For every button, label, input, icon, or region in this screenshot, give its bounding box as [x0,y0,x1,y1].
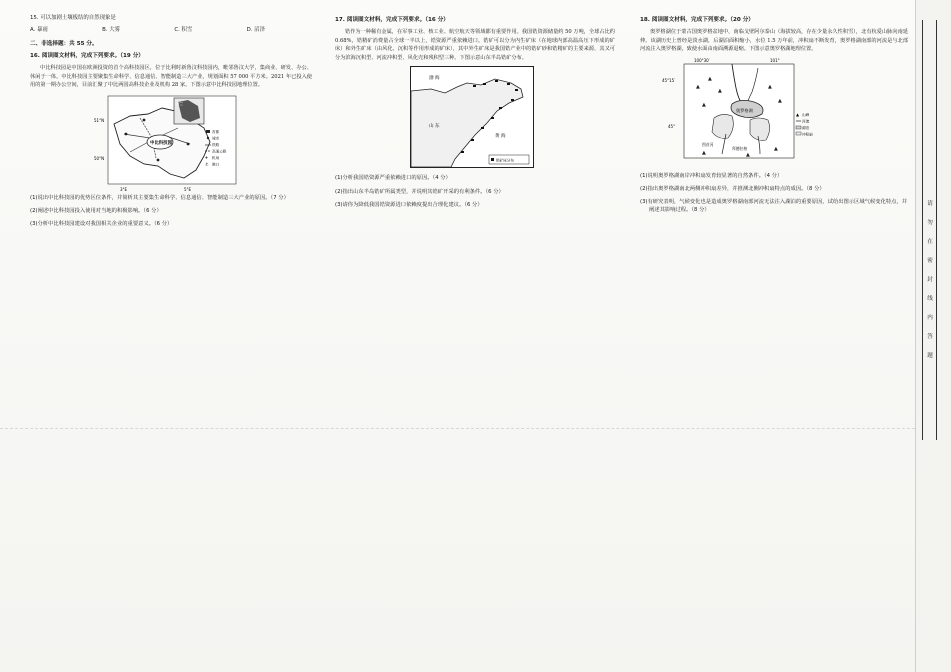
q18-paragraph: 奥罗格湖位于蒙古国奥罗格盆地中，南临戈壁阿尔泰山（海拔较高，存在少量永久性积雪），北有杭爱山脉向南延伸。该湖历史上曾经是淡水湖，后湖泊面积缩小，水位 1.5 万年前，冲积扇不断发育，奥罗格湖南部的河流是与北部河流注入奥罗格湖，致使水面由南面溯源退缩。下图示意奥罗格湖地理位置。 [640,29,908,53]
lat-label-1: 45°15′ [662,77,676,83]
legend-mine: 锆矿床分布 [496,158,514,163]
city-dot [143,118,146,121]
label-bohai: 渤 海 [429,76,440,82]
seal-line [922,20,923,440]
legend-item: 河流 [802,119,810,124]
lon-label-2: 101° [770,57,780,63]
q15-option-c: C. 积雪 [174,27,193,33]
seal-line-2 [936,20,937,440]
lake-label: 奥罗格湖 [736,107,753,113]
q15-option-b: B. 大雾 [102,27,121,33]
svg-text:▲: ▲ [774,145,778,152]
column-3 [640,14,908,218]
q18-sub-1: (1)说明奥罗格湖南岸冲积扇发育较显著的自然条件。（4 分） [640,172,783,179]
section-2-heading: 二、非选择题：共 55 分。 [30,41,98,47]
seal-char: 题 [927,353,933,359]
seal-char: 封 [927,277,933,283]
label-shandong: 山 东 [429,124,440,130]
legend-item: 山峰 [802,112,810,117]
seal-char: 答 [927,334,933,340]
column-2 [335,14,615,212]
legend-item: 湖泊 [802,125,810,130]
inset-label: 荷兰 [176,101,184,106]
label-huanghai: 黄 海 [495,134,506,140]
q17-sub-1: (1)分析我国锆资源严重依赖进口的原因。（4 分） [335,175,451,182]
city-dot [187,142,190,145]
svg-text:▲: ▲ [696,83,700,90]
park-label: 中比科技园 [150,140,172,146]
lat-label-1: 51°N [94,117,105,123]
lon-label-2: 5°E [184,186,192,192]
q15-option-d: D. 沼泽 [246,27,265,33]
legend-item: 铁路 [212,142,220,147]
q16-sub-3: (3)分析中比科技园建设对我国相关企业的重要意义。（6 分） [30,221,173,228]
seal-char: 内 [927,315,933,321]
seal-char: 在 [927,239,933,245]
q16-title: 16. 阅读图文材料，完成下列要求。（19 分） [30,53,144,59]
svg-text:▲: ▲ [778,97,782,104]
svg-text:▲: ▲ [746,151,750,158]
svg-text:▲: ▲ [718,87,722,94]
peak-icon: ▲ [796,111,800,117]
q18-sub-2: (2)指出奥罗格湖南北两侧冲积扇差异，并推测北侧冲积扇特点的成因。（8 分） [640,185,825,192]
q16-sub-2: (2)阐述中比科技园投入使用对当地的积极影响。（6 分） [30,207,162,214]
seal-char: 勿 [927,220,933,226]
svg-text:▲: ▲ [702,149,706,156]
city-dot [125,132,128,135]
seal-char: 请 [927,201,933,207]
legend-item: 城市 [212,136,220,141]
q17-sub-2: (2)指出山东半岛锆矿所属类型，并说明其锆矿开采的有利条件。（6 分） [335,188,504,195]
q15-option-a: A. 暴雨 [30,27,48,33]
map-shandong [410,66,534,168]
map-belgium-svg [94,94,240,192]
svg-text:▲: ▲ [702,101,706,108]
seal-char: 密 [927,258,933,264]
q15-options [30,26,265,34]
alluvial-fan [750,118,770,140]
q16-sub-1: (1)说出中比科技园的优势区位条件，并简析其主要集生命科学、信息通信、智能制造三大产业的原因。（7 分） [30,194,289,201]
river-label-b: 拜德拉格 [732,145,748,151]
river-label-a: 图音河 [702,141,714,147]
lon-label-1: 100°30′ [694,57,710,63]
lat-label-2: 50°N [94,155,105,161]
legend-item: 高速公路 [212,149,227,154]
svg-text:▲: ▲ [708,75,712,82]
map-shandong-svg [411,67,533,167]
column-1 [30,14,312,231]
q16-paragraph: 中比科技园是中国在欧洲投资的首个高科技园区，位于比利时新鲁汶科技园内，毗邻鲁汶大学，集商业、研发、办公、休闲于一体。中比科技园主要聚集生命科学、信息通信、智能制造三大产业，规划面积 57 000 平方米。2021 年已投入使用的第一期办公空间，目前汇聚了中比两国高科技企业及机构 28 家。下图示意中比科技园地理位置。 [30,65,312,89]
q17-title: 17. 阅读图文材料，完成下列要求。（16 分） [335,17,449,23]
lat-label-2: 45° [668,123,676,129]
svg-text:▲: ▲ [768,83,772,90]
map-orog-svg [662,58,820,166]
legend-item: 港口 [212,162,220,167]
lon-label-1: 3°E [120,186,128,192]
airport-icon: ✈ [205,154,209,160]
legend-item: 冲积扇 [802,132,813,137]
seal-char: 线 [927,296,933,302]
fold-line [0,428,950,429]
q17-paragraph: 锆作为一种稀有金属，在军事工业、核工业、航空航天等领域都有重要作用。我国锆资源储量约 50 万吨，全球占比约 0.68%，锆精矿消费量占全球一半以上，锆资源严重依赖进口。锆矿可以分为内生矿床（在地球内部高温高压下形成的矿床）和外生矿床（由风化、沉积等作用形成的矿床），其中外生矿床是我国锆产业中的锆矿砂和锆精矿的主要来源，其又可分为滨海沉积型、河流冲积型、风化壳和残积型三种。下图示意山东半岛锆矿分布。 [335,29,615,61]
map3-legend [796,112,813,137]
seal-notice [926,195,934,366]
map-belgium [94,94,240,192]
q17-sub-3: (3)请你为降低我国锆资源进口依赖度提出合理化建议。（6 分） [335,201,483,208]
q15-stem: 15. 可以加剧土壤板结的自然现象是 [30,15,116,21]
map-orog-lake [662,58,820,166]
q18-title: 18. 阅读图文材料，完成下列要求。（20 分） [640,17,754,23]
q18-sub-3: (3)有研究表明，气候变化也是造成奥罗格湖南部河流无法注入湖泊的重要原因，试给出图示区域气候变化特点，并阐述其影响过程。（8 分） [640,199,908,214]
city-dot [157,158,160,161]
port-icon: ⚓ [205,161,209,167]
legend-item: 机场 [212,155,220,160]
alluvial-fan [712,114,733,138]
legend-item: 首都 [212,129,220,134]
